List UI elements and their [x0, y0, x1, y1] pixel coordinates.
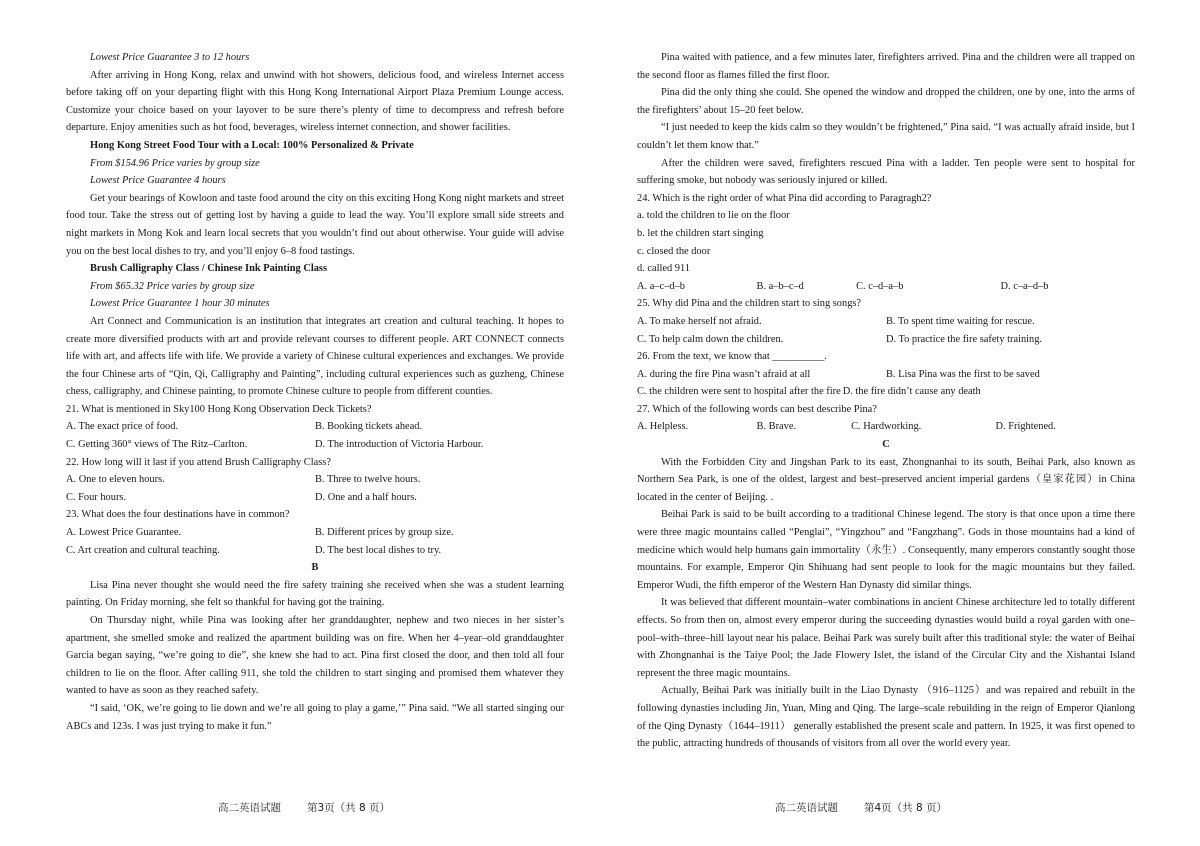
- question-27-options: [637, 418, 1135, 436]
- street-food-tour-heading: Hong Kong Street Food Tour with a Local: 100% Personalized & Private: [90, 139, 414, 151]
- option: A. during the fire Pina wasn’t afraid at all: [637, 368, 811, 380]
- option: D. Frightened.: [995, 421, 1056, 433]
- exam-title: 高二英语试题: [775, 802, 838, 814]
- question-23: 23. What does the four destinations have in common?: [66, 509, 290, 521]
- option: A. Helpless.: [637, 421, 689, 433]
- question-24: 24. Which is the right order of what Pina did according to Paragragh2?: [637, 192, 932, 204]
- question-24-item: b. let the children start singing: [637, 227, 764, 239]
- passage-b-paragraph-4: Pina waited with patience, and a few minutes later, firefighters arrived. Pina and the children were all trapped on the second floor as flames filled the first floor.: [637, 52, 1135, 81]
- passage-c-paragraph-3: It was believed that different mountain–water combinations in ancient Chinese architecture led to totally different effects. So from then on, almost every emperor during the succeeding dynasties would build a royal garden with one–pool–with–three–hill layout near his palace. Beihai Park was surely built after this traditional style: the water of Beihai with Zhongnanhai is the Taiye Pool; the Jade Flowery Islet, the island of the Circular City and the Xishantai Island represent the three magic mountains.: [637, 597, 1135, 679]
- calligraphy-price-line: From $65.32 Price varies by group size: [90, 280, 255, 292]
- page-3-footer: [218, 800, 390, 818]
- option: D. The best local dishes to try.: [315, 544, 442, 556]
- option: C. To help calm down the children.: [637, 333, 784, 345]
- passage-c-paragraph-2: Beihai Park is said to be built according to a traditional Chinese legend. The story is that once upon a time there were three magic mountains called “Penglai”, “Yingzhou” and “Fangzhang”. Gods in those mountains had a kind of medicine which would help humans gain immortality（永生）. Consequently, many emperors constantly sought those mountains. For example, Emperor Qin Shihuang had sent people to look for the magic mountains but they failed. Emperor Wudi, the fifth emperor of the Western Han Dynasty did similar things.: [637, 509, 1135, 591]
- page-number: 第3页（共 8 页）: [307, 802, 391, 814]
- option: C. Hardworking.: [851, 421, 922, 433]
- option: C. the children were sent to hospital after the fire: [637, 386, 841, 398]
- question-25-options-row2: [637, 331, 1135, 349]
- question-24-item: d. called 911: [637, 263, 690, 275]
- street-food-price-line: From $154.96 Price varies by group size: [90, 157, 260, 169]
- passage-b-paragraph-1: Lisa Pina never thought she would need the fire safety training she received when she was a student learning painting. On Friday morning, she felt so thankful for having got the training.: [66, 579, 564, 609]
- option: B. Different prices by group size.: [315, 527, 454, 539]
- passage-b-paragraph-6: “I just needed to keep the kids calm so they wouldn’t be frightened,” Pina said. “I was actually afraid inside, but I couldn’t let them know that.”: [637, 122, 1135, 151]
- option: D. The introduction of Victoria Harbour.: [315, 439, 484, 451]
- option: C. Four hours.: [66, 491, 127, 503]
- option: A. Lowest Price Guarantee.: [66, 527, 182, 539]
- art-connect-paragraph: Art Connect and Communication is an institution that integrates art creation and cultural teaching. It hopes to create more diversified products with art and provide relevant courses to different people. ART CONNECT connects life with art, and affects life with life. We provide a variety of Chinese cultural experiences and exchanges. We provide the four Chinese arts of “Qin, Qi, Calligraphy and Painting”, including cultural experiences such as guzheng, Chinese chess, calligraphy, and Chinese painting, to promote Chinese culture to people from different counties.: [66, 315, 564, 398]
- question-21-options-row1: [66, 418, 564, 436]
- option: B. Booking tickets ahead.: [315, 421, 423, 433]
- question-26-options-row1: [637, 366, 1135, 384]
- street-food-paragraph: Get your bearings of Kowloon and taste food around the city on this exciting Hong Kong night markets and street food tour. Take the stress out of getting lost by having a guide to lead the way. You’ll explore small side streets and night markets in Mong Kok and learn local secrets that you wouldn’t find out about otherwise. Your guide will advise you on the best local dishes to try, and you’ll enjoy 6–8 food tastings.: [66, 192, 564, 257]
- calligraphy-class-heading: Brush Calligraphy Class / Chinese Ink Painting Class: [90, 263, 328, 275]
- question-21: 21. What is mentioned in Sky100 Hong Kong Observation Deck Tickets?: [66, 403, 372, 415]
- price-guarantee-line: Lowest Price Guarantee 3 to 12 hours: [90, 52, 250, 63]
- passage-c-paragraph-4: Actually, Beihai Park was initially built in the Liao Dynasty （916–1125）and was repaired and rebuilt in the following dynasties including Jin, Yuan, Ming and Qing. The large–scale rebuilding in the reign of Emperor Qianlong of the Qing Dynasty（1644–1911） generally established the present scale and pattern. In 1925, it was first opened to the public, attracting hundreds of thousands of visitors from all over the world every year.: [637, 685, 1135, 750]
- option: B. To spent time waiting for rescue.: [886, 315, 1035, 327]
- question-24-item: a. told the children to lie on the floor: [637, 210, 790, 222]
- question-26: 26. From the text, we know that __________.: [637, 351, 827, 363]
- street-food-guarantee-line: Lowest Price Guarantee 4 hours: [90, 175, 226, 187]
- question-23-options-row1: [66, 524, 564, 542]
- calligraphy-guarantee-line: Lowest Price Guarantee 1 hour 30 minutes: [90, 298, 270, 310]
- question-24-options: [637, 278, 1135, 296]
- option: C. c–d–a–b: [856, 280, 904, 292]
- option: C. Getting 360° views of The Ritz–Carlton.: [66, 439, 248, 451]
- question-26-options-row2: [637, 383, 1135, 401]
- option: C. Art creation and cultural teaching.: [66, 544, 220, 556]
- option: B. Three to twelve hours.: [315, 474, 421, 486]
- option: B. Brave.: [756, 421, 797, 433]
- option: D. To practice the fire safety training.: [886, 333, 1043, 345]
- passage-c-paragraph-1: With the Forbidden City and Jingshan Park to its east, Zhongnanhai to its south, Beihai Park, also known as Northern Sea Park, is one of the oldest, largest and best–preserved ancient imperial gardens（皇家花园）in China located in the center of Beijing. .: [637, 456, 1135, 503]
- passage-b-paragraph-5: Pina did the only thing she could. She opened the window and dropped the children, one by one, into the arms of the firefighters’ about 15–20 feet below.: [637, 87, 1135, 116]
- option: A. To make herself not afraid.: [637, 315, 762, 327]
- option: D. the fire didn’t cause any death: [842, 386, 981, 398]
- question-21-options-row2: [66, 436, 564, 454]
- page-number: 第4页（共 8 页）: [864, 802, 948, 814]
- question-25-options-row1: [637, 313, 1135, 331]
- section-c-heading: C: [882, 439, 890, 451]
- option: B. a–b–c–d: [756, 280, 804, 292]
- question-22: 22. How long will it last if you attend Brush Calligraphy Class?: [66, 456, 331, 468]
- question-22-options-row2: [66, 489, 564, 507]
- exam-title: 高二英语试题: [218, 802, 281, 814]
- question-27: 27. Which of the following words can best describe Pina?: [637, 403, 877, 415]
- lounge-paragraph: After arriving in Hong Kong, relax and unwind with hot showers, delicious food, and wireless Internet access before taking off on your departing flight with this Hong Kong International Airport Plaza Premium Lounge access. Customize your choice based on your layover to be sure there’s plenty of time to decompress and refresh before departure. Enjoy amenities such as hot food, beverages, wireless internet connection, and shower facilities.: [66, 69, 564, 134]
- option: B. Lisa Pina was the first to be saved: [886, 368, 1040, 380]
- option: D. One and a half hours.: [315, 491, 417, 503]
- question-24-item: c. closed the door: [637, 245, 711, 257]
- option: A. The exact price of food.: [66, 421, 179, 433]
- option: D. c–a–d–b: [1000, 280, 1049, 292]
- question-25: 25. Why did Pina and the children start to sing songs?: [637, 298, 862, 310]
- section-b-heading: B: [311, 562, 319, 574]
- passage-b-paragraph-7: After the children were saved, firefighters rescued Pina with a ladder. Ten people were sent to hospital for suffering smoke, but nobody was seriously injured or killed.: [637, 157, 1135, 187]
- passage-b-paragraph-3: “I said, ‘OK, we’re going to lie down and we’re all going to play a game,’” Pina said. “We all started singing our ABCs and 123s. I was just trying to make it fun.”: [66, 702, 564, 732]
- option: A. One to eleven hours.: [66, 474, 165, 486]
- page-4-footer: [775, 800, 947, 818]
- page-3-column: [66, 49, 564, 735]
- page-4-column: [637, 49, 1135, 753]
- question-23-options-row2: [66, 542, 564, 560]
- option: A. a–c–d–b: [637, 280, 685, 292]
- passage-b-paragraph-2: On Thursday night, while Pina was looking after her granddaughter, nephew and two nieces in her sister’s apartment, she smelled smoke and realized the apartment building was on fire. When her 4–year–old granddaughter Garcia began saying, “we’re going to die”, she knew she had to act. Pina first closed the door, and then told all four children to lie on the floor. After calling 911, she told the children to start singing and promised them whatever they wanted to have as soon as they reached safety.: [66, 615, 564, 697]
- question-22-options-row1: [66, 471, 564, 489]
